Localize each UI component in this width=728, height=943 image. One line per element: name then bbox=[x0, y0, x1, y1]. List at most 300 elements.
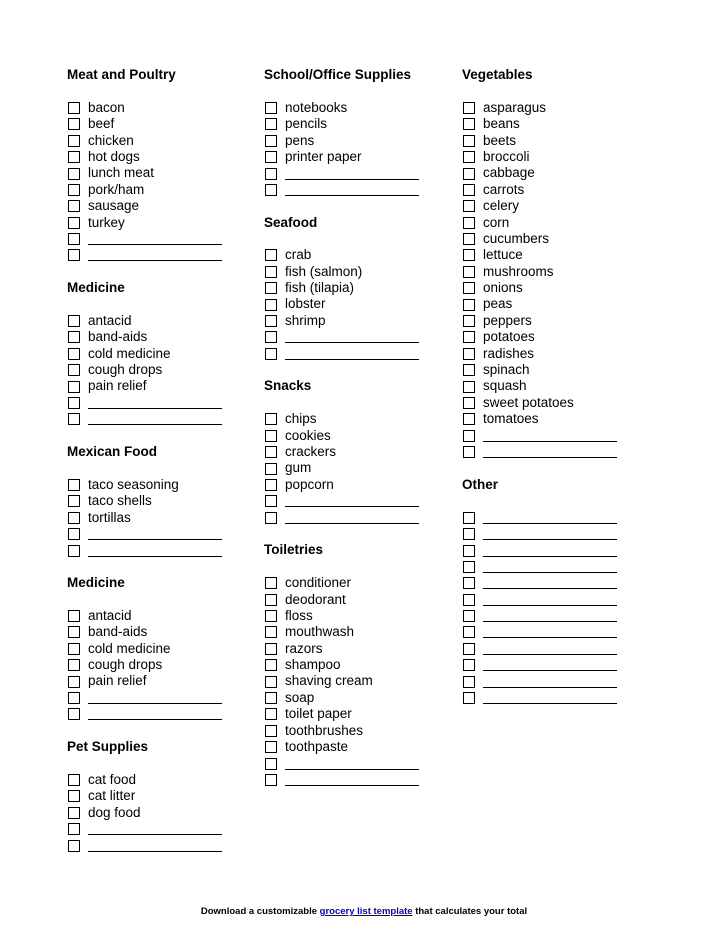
checkbox[interactable] bbox=[68, 168, 80, 180]
item-label: asparagus bbox=[483, 99, 547, 115]
checkbox[interactable] bbox=[265, 610, 277, 622]
list-item bbox=[264, 510, 454, 526]
checkbox[interactable] bbox=[265, 413, 277, 425]
checkbox[interactable] bbox=[68, 823, 80, 835]
checkbox[interactable] bbox=[68, 790, 80, 802]
list-item bbox=[264, 477, 454, 493]
list-item bbox=[264, 313, 454, 329]
list-item bbox=[462, 329, 652, 345]
list-item bbox=[264, 657, 454, 673]
checkbox[interactable] bbox=[463, 381, 475, 393]
checkbox[interactable] bbox=[68, 200, 80, 212]
checkbox[interactable] bbox=[463, 118, 475, 130]
item-label: peppers bbox=[483, 312, 532, 328]
checkbox[interactable] bbox=[265, 430, 277, 442]
item-label: antacid bbox=[88, 607, 132, 623]
item-label: cookies bbox=[285, 427, 331, 443]
list-item bbox=[67, 165, 257, 181]
list-item bbox=[462, 313, 652, 329]
checkbox[interactable] bbox=[265, 348, 277, 360]
section-heading: Toiletries bbox=[264, 542, 324, 558]
blank-write-in-line[interactable] bbox=[483, 430, 617, 442]
item-label: chicken bbox=[88, 132, 134, 148]
item-label: lobster bbox=[285, 296, 326, 312]
item-label: shaving cream bbox=[285, 673, 373, 689]
section-seafood bbox=[264, 215, 454, 379]
checkbox[interactable] bbox=[463, 217, 475, 229]
list-item bbox=[462, 575, 652, 591]
list-item bbox=[67, 116, 257, 132]
item-label: celery bbox=[483, 198, 520, 214]
blank-write-in-line[interactable] bbox=[88, 545, 222, 557]
list-item bbox=[264, 149, 454, 165]
list-item bbox=[462, 444, 652, 460]
checkbox[interactable] bbox=[68, 348, 80, 360]
list-item bbox=[462, 641, 652, 657]
item-label: crackers bbox=[285, 443, 337, 459]
checkbox[interactable] bbox=[265, 168, 277, 180]
checkbox[interactable] bbox=[463, 594, 475, 606]
item-label: tortillas bbox=[88, 509, 131, 525]
checkbox[interactable] bbox=[265, 512, 277, 524]
list-item bbox=[462, 296, 652, 312]
item-label: floss bbox=[285, 607, 313, 623]
list-item bbox=[264, 624, 454, 640]
checkbox[interactable] bbox=[265, 741, 277, 753]
item-label: taco seasoning bbox=[88, 476, 179, 492]
checkbox[interactable] bbox=[68, 659, 80, 671]
section-snacks bbox=[264, 378, 454, 542]
checkbox[interactable] bbox=[463, 151, 475, 163]
item-label: sausage bbox=[88, 198, 140, 214]
section-heading: Medicine bbox=[67, 280, 125, 296]
blank-write-in-line[interactable] bbox=[88, 413, 222, 425]
checkbox[interactable] bbox=[265, 463, 277, 475]
list-item bbox=[264, 280, 454, 296]
blank-write-in-line[interactable] bbox=[285, 774, 419, 786]
checkbox[interactable] bbox=[68, 217, 80, 229]
blank-write-in-line[interactable] bbox=[483, 610, 617, 622]
item-label: cold medicine bbox=[88, 640, 171, 656]
item-label: peas bbox=[483, 296, 513, 312]
section-pet-supplies bbox=[67, 739, 257, 854]
list-item bbox=[462, 510, 652, 526]
checkbox[interactable] bbox=[265, 626, 277, 638]
list-item bbox=[462, 116, 652, 132]
checkbox[interactable] bbox=[265, 758, 277, 770]
checkbox[interactable] bbox=[463, 282, 475, 294]
checkbox[interactable] bbox=[265, 249, 277, 261]
list-item bbox=[67, 231, 257, 247]
item-label: lunch meat bbox=[88, 165, 155, 181]
list-item bbox=[462, 428, 652, 444]
list-item bbox=[67, 641, 257, 657]
list-item bbox=[67, 100, 257, 116]
section-mexican-food bbox=[67, 444, 257, 575]
blank-write-in-line[interactable] bbox=[285, 348, 419, 360]
list-item bbox=[264, 575, 454, 591]
list-item bbox=[264, 329, 454, 345]
list-item bbox=[462, 362, 652, 378]
blank-write-in-line[interactable] bbox=[88, 692, 222, 704]
checkbox[interactable] bbox=[463, 364, 475, 376]
blank-write-in-line[interactable] bbox=[88, 397, 222, 409]
grocery-template-link[interactable]: grocery list template bbox=[319, 906, 413, 917]
blank-write-in-line[interactable] bbox=[285, 331, 419, 343]
checkbox[interactable] bbox=[463, 528, 475, 540]
checkbox[interactable] bbox=[68, 495, 80, 507]
blank-write-in-line[interactable] bbox=[483, 594, 617, 606]
list-item bbox=[264, 755, 454, 771]
item-label: mouthwash bbox=[285, 624, 355, 640]
footer-note bbox=[0, 906, 728, 917]
checkbox[interactable] bbox=[265, 135, 277, 147]
list-item bbox=[67, 346, 257, 362]
checkbox[interactable] bbox=[463, 692, 475, 704]
list-item bbox=[67, 198, 257, 214]
checkbox[interactable] bbox=[463, 577, 475, 589]
list-item bbox=[462, 542, 652, 558]
list-item bbox=[264, 641, 454, 657]
list-item bbox=[462, 559, 652, 575]
item-label: pain relief bbox=[88, 378, 147, 394]
checkbox[interactable] bbox=[463, 299, 475, 311]
blank-write-in-line[interactable] bbox=[285, 758, 419, 770]
list-item bbox=[67, 510, 257, 526]
list-item bbox=[67, 805, 257, 821]
checkbox[interactable] bbox=[68, 397, 80, 409]
item-label: sweet potatoes bbox=[483, 394, 574, 410]
blank-write-in-line[interactable] bbox=[88, 823, 222, 835]
list-item bbox=[67, 526, 257, 542]
item-label: fish (salmon) bbox=[285, 263, 363, 279]
blank-write-in-line[interactable] bbox=[88, 528, 222, 540]
list-item bbox=[264, 673, 454, 689]
item-label: pencils bbox=[285, 116, 328, 132]
list-item bbox=[264, 460, 454, 476]
list-item bbox=[264, 444, 454, 460]
blank-write-in-line[interactable] bbox=[483, 561, 617, 573]
list-item bbox=[264, 296, 454, 312]
checkbox[interactable] bbox=[463, 102, 475, 114]
list-item bbox=[264, 264, 454, 280]
item-label: potatoes bbox=[483, 329, 535, 345]
checkbox[interactable] bbox=[463, 545, 475, 557]
list-item bbox=[67, 133, 257, 149]
list-item bbox=[462, 133, 652, 149]
checkbox[interactable] bbox=[265, 659, 277, 671]
list-item bbox=[67, 313, 257, 329]
item-label: mushrooms bbox=[483, 263, 554, 279]
list-item bbox=[67, 247, 257, 263]
list-item bbox=[462, 165, 652, 181]
checkbox[interactable] bbox=[68, 692, 80, 704]
list-item bbox=[462, 198, 652, 214]
checkbox[interactable] bbox=[265, 495, 277, 507]
checkbox[interactable] bbox=[463, 446, 475, 458]
list-item bbox=[67, 690, 257, 706]
item-label: popcorn bbox=[285, 476, 334, 492]
blank-write-in-line[interactable] bbox=[88, 233, 222, 245]
item-label: cough drops bbox=[88, 362, 163, 378]
blank-write-in-line[interactable] bbox=[88, 708, 222, 720]
blank-write-in-line[interactable] bbox=[483, 643, 617, 655]
checkbox[interactable] bbox=[68, 626, 80, 638]
checkbox[interactable] bbox=[68, 643, 80, 655]
item-label: broccoli bbox=[483, 148, 530, 164]
list-item bbox=[462, 264, 652, 280]
list-item bbox=[67, 673, 257, 689]
item-label: lettuce bbox=[483, 247, 523, 263]
item-label: onions bbox=[483, 280, 523, 296]
checkbox[interactable] bbox=[463, 200, 475, 212]
list-item bbox=[67, 411, 257, 427]
item-label: toothbrushes bbox=[285, 722, 364, 738]
checkbox[interactable] bbox=[68, 135, 80, 147]
list-item bbox=[67, 837, 257, 853]
blank-write-in-line[interactable] bbox=[483, 528, 617, 540]
checkbox[interactable] bbox=[265, 331, 277, 343]
checkbox[interactable] bbox=[265, 774, 277, 786]
checkbox[interactable] bbox=[463, 659, 475, 671]
list-item bbox=[264, 182, 454, 198]
checkbox[interactable] bbox=[68, 381, 80, 393]
checkbox[interactable] bbox=[68, 249, 80, 261]
list-item bbox=[264, 247, 454, 263]
checkbox[interactable] bbox=[463, 430, 475, 442]
item-label: turkey bbox=[88, 214, 125, 230]
section-heading: Vegetables bbox=[462, 67, 533, 82]
item-label: hot dogs bbox=[88, 148, 140, 164]
list-item bbox=[462, 247, 652, 263]
blank-write-in-line[interactable] bbox=[483, 545, 617, 557]
item-label: gum bbox=[285, 460, 312, 476]
list-item bbox=[67, 493, 257, 509]
list-item bbox=[264, 100, 454, 116]
checkbox[interactable] bbox=[463, 512, 475, 524]
blank-write-in-line[interactable] bbox=[88, 249, 222, 261]
list-item bbox=[67, 772, 257, 788]
section-heading: Snacks bbox=[264, 378, 312, 394]
checkbox[interactable] bbox=[265, 118, 277, 130]
column-1 bbox=[67, 67, 257, 854]
list-item bbox=[264, 428, 454, 444]
blank-write-in-line[interactable] bbox=[285, 495, 419, 507]
checkbox[interactable] bbox=[463, 610, 475, 622]
item-label: shrimp bbox=[285, 312, 326, 328]
list-item bbox=[67, 362, 257, 378]
blank-write-in-line[interactable] bbox=[285, 512, 419, 524]
checkbox[interactable] bbox=[265, 315, 277, 327]
section-medicine bbox=[67, 575, 257, 739]
list-item bbox=[67, 624, 257, 640]
checkbox[interactable] bbox=[68, 708, 80, 720]
checkbox[interactable] bbox=[265, 446, 277, 458]
checkbox[interactable] bbox=[463, 626, 475, 638]
checkbox[interactable] bbox=[463, 348, 475, 360]
section-meat-and-poultry bbox=[67, 67, 257, 280]
section-vegetables bbox=[462, 67, 652, 477]
blank-write-in-line[interactable] bbox=[483, 577, 617, 589]
checkbox[interactable] bbox=[463, 249, 475, 261]
item-label: pain relief bbox=[88, 673, 147, 689]
checkbox[interactable] bbox=[463, 561, 475, 573]
section-school-office-supplies bbox=[264, 67, 454, 215]
checkbox[interactable] bbox=[68, 151, 80, 163]
list-item bbox=[264, 116, 454, 132]
item-label: printer paper bbox=[285, 148, 362, 164]
list-item bbox=[462, 182, 652, 198]
checkbox[interactable] bbox=[68, 479, 80, 491]
checkbox[interactable] bbox=[68, 233, 80, 245]
list-item bbox=[462, 346, 652, 362]
section-toiletries bbox=[264, 542, 454, 788]
item-label: cat food bbox=[88, 771, 137, 787]
checkbox[interactable] bbox=[463, 331, 475, 343]
list-item bbox=[264, 739, 454, 755]
checkbox[interactable] bbox=[265, 479, 277, 491]
list-item bbox=[264, 133, 454, 149]
list-item bbox=[67, 182, 257, 198]
checkbox[interactable] bbox=[265, 708, 277, 720]
checkbox[interactable] bbox=[265, 643, 277, 655]
item-label: radishes bbox=[483, 345, 535, 361]
footer-prefix: Download a customizable bbox=[200, 906, 320, 917]
list-item bbox=[67, 378, 257, 394]
checkbox[interactable] bbox=[68, 184, 80, 196]
checkbox[interactable] bbox=[265, 577, 277, 589]
list-item bbox=[67, 542, 257, 558]
item-label: pork/ham bbox=[88, 181, 145, 197]
checkbox[interactable] bbox=[68, 774, 80, 786]
list-item bbox=[264, 592, 454, 608]
blank-write-in-line[interactable] bbox=[483, 676, 617, 688]
list-item bbox=[264, 772, 454, 788]
blank-write-in-line[interactable] bbox=[483, 659, 617, 671]
list-item bbox=[462, 100, 652, 116]
checkbox[interactable] bbox=[265, 151, 277, 163]
checkbox[interactable] bbox=[265, 725, 277, 737]
blank-write-in-line[interactable] bbox=[483, 446, 617, 458]
blank-write-in-line[interactable] bbox=[285, 184, 419, 196]
item-label: conditioner bbox=[285, 575, 352, 591]
checkbox[interactable] bbox=[68, 610, 80, 622]
checkbox[interactable] bbox=[265, 184, 277, 196]
item-label: soap bbox=[285, 689, 315, 705]
checkbox[interactable] bbox=[68, 512, 80, 524]
item-label: bacon bbox=[88, 99, 125, 115]
checkbox[interactable] bbox=[463, 413, 475, 425]
checkbox[interactable] bbox=[463, 397, 475, 409]
checkbox[interactable] bbox=[265, 102, 277, 114]
item-label: notebooks bbox=[285, 99, 348, 115]
checkbox[interactable] bbox=[265, 676, 277, 688]
checkbox[interactable] bbox=[265, 266, 277, 278]
item-label: shampoo bbox=[285, 657, 341, 673]
checkbox[interactable] bbox=[265, 594, 277, 606]
list-item bbox=[462, 378, 652, 394]
section-heading: Seafood bbox=[264, 214, 318, 230]
list-item bbox=[462, 592, 652, 608]
item-label: beets bbox=[483, 132, 517, 148]
list-item bbox=[462, 149, 652, 165]
list-item bbox=[264, 706, 454, 722]
column-2 bbox=[264, 67, 454, 788]
section-medicine bbox=[67, 280, 257, 444]
item-label: spinach bbox=[483, 362, 530, 378]
checkbox[interactable] bbox=[68, 676, 80, 688]
checkbox[interactable] bbox=[68, 528, 80, 540]
section-heading: School/Office Supplies bbox=[264, 67, 412, 82]
checkbox[interactable] bbox=[265, 692, 277, 704]
checkbox[interactable] bbox=[68, 413, 80, 425]
item-label: toothpaste bbox=[285, 739, 349, 755]
list-item bbox=[462, 608, 652, 624]
blank-write-in-line[interactable] bbox=[483, 626, 617, 638]
item-label: taco shells bbox=[88, 493, 152, 509]
section-heading: Pet Supplies bbox=[67, 739, 149, 755]
checkbox[interactable] bbox=[68, 331, 80, 343]
item-label: band-aids bbox=[88, 329, 148, 345]
list-item bbox=[264, 165, 454, 181]
checkbox[interactable] bbox=[68, 807, 80, 819]
checkbox[interactable] bbox=[68, 545, 80, 557]
list-item bbox=[462, 280, 652, 296]
blank-write-in-line[interactable] bbox=[88, 840, 222, 852]
checkbox[interactable] bbox=[68, 364, 80, 376]
list-item bbox=[67, 329, 257, 345]
list-item bbox=[462, 215, 652, 231]
blank-write-in-line[interactable] bbox=[483, 512, 617, 524]
list-item bbox=[264, 723, 454, 739]
list-item bbox=[67, 608, 257, 624]
item-label: beans bbox=[483, 116, 520, 132]
checkbox[interactable] bbox=[463, 233, 475, 245]
list-item bbox=[462, 411, 652, 427]
checkbox[interactable] bbox=[463, 676, 475, 688]
checkbox[interactable] bbox=[463, 184, 475, 196]
item-label: tomatoes bbox=[483, 411, 539, 427]
checkbox[interactable] bbox=[463, 643, 475, 655]
list-item bbox=[67, 215, 257, 231]
item-label: cat litter bbox=[88, 788, 136, 804]
item-label: razors bbox=[285, 640, 323, 656]
checkbox[interactable] bbox=[265, 299, 277, 311]
list-item bbox=[67, 657, 257, 673]
section-heading: Mexican Food bbox=[67, 443, 158, 459]
checkbox[interactable] bbox=[265, 282, 277, 294]
checkbox[interactable] bbox=[463, 266, 475, 278]
list-item bbox=[264, 411, 454, 427]
list-item bbox=[462, 673, 652, 689]
checkbox[interactable] bbox=[68, 118, 80, 130]
checkbox[interactable] bbox=[463, 315, 475, 327]
list-item bbox=[264, 493, 454, 509]
item-label: carrots bbox=[483, 181, 525, 197]
checkbox[interactable] bbox=[463, 135, 475, 147]
list-item bbox=[67, 477, 257, 493]
item-label: cucumbers bbox=[483, 230, 550, 246]
checkbox[interactable] bbox=[68, 315, 80, 327]
blank-write-in-line[interactable] bbox=[483, 692, 617, 704]
list-item bbox=[462, 395, 652, 411]
checkbox[interactable] bbox=[463, 168, 475, 180]
blank-write-in-line[interactable] bbox=[285, 168, 419, 180]
section-heading: Medicine bbox=[67, 575, 125, 591]
checkbox[interactable] bbox=[68, 840, 80, 852]
list-item bbox=[462, 231, 652, 247]
checkbox[interactable] bbox=[68, 102, 80, 114]
